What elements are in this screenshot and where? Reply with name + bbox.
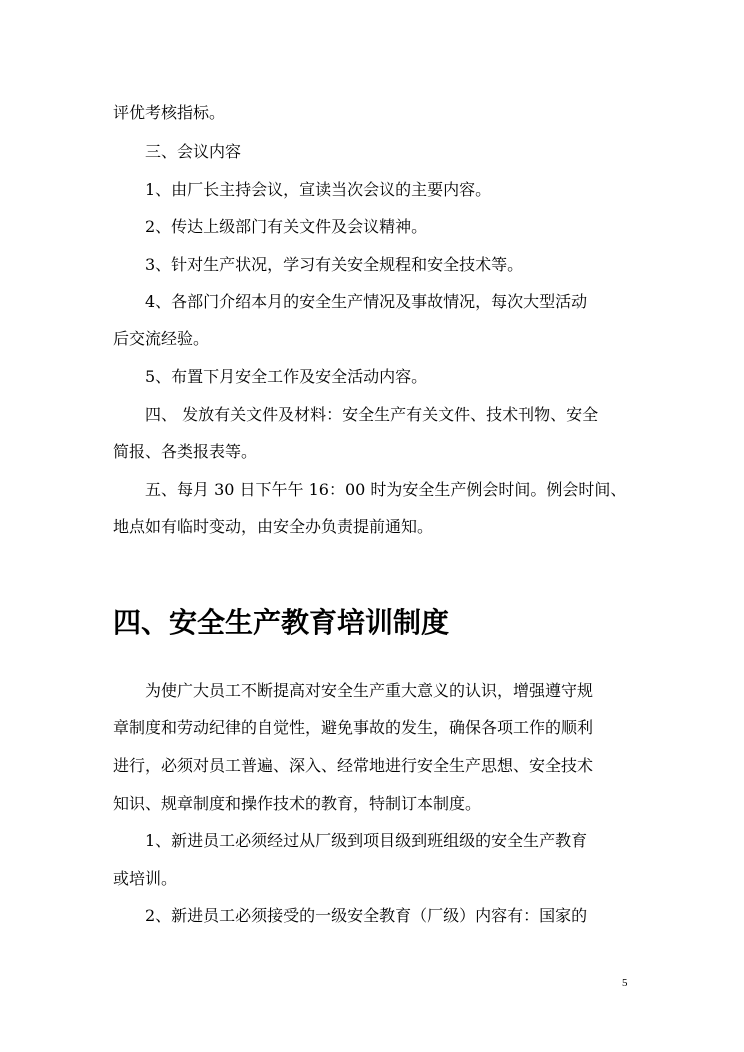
text-line: 3、针对生产状况，学习有关安全规程和安全技术等。 [145, 255, 524, 274]
text-line: 三、会议内容 [145, 142, 242, 161]
text-line: 1、新进员工必须经过从厂级到项目级到班组级的安全生产教育 [145, 831, 588, 850]
text-line: 章制度和劳动纪律的自觉性，避免事故的发生，确保各项工作的顺利 [113, 718, 594, 737]
text-line: 4、各部门介绍本月的安全生产情况及事故情况，每次大型活动 [145, 292, 588, 311]
text-line: 2、新进员工必须接受的一级安全教育（厂级）内容有：国家的 [145, 906, 588, 925]
text-line: 五、每月 30 日下午午 16：00 时为安全生产例会时间。例会时间、 [145, 480, 627, 499]
text-line: 知识、规章制度和操作技术的教育，特制订本制度。 [113, 794, 482, 813]
text-line: 为使广大员工不断提高对安全生产重大意义的认识，增强遵守规 [145, 681, 594, 700]
text-line: 1、由厂长主持会议，宣读当次会议的主要内容。 [145, 180, 492, 199]
text-line: 5、布置下月安全工作及安全活动内容。 [145, 367, 428, 386]
section-heading: 四、安全生产教育培训制度 [113, 606, 450, 639]
text-line: 2、传达上级部门有关文件及会议精神。 [145, 217, 428, 236]
text-line: 后交流经验。 [113, 329, 210, 348]
text-line: 四、 发放有关文件及材料：安全生产有关文件、技术刊物、安全 [145, 405, 599, 424]
text-line: 进行，必须对员工普遍、深入、经常地进行安全生产思想、安全技术 [113, 756, 594, 775]
text-line: 或培训。 [113, 869, 178, 888]
text-line: 评优考核指标。 [113, 103, 226, 122]
page-number: 5 [622, 977, 628, 989]
text-line: 简报、各类报表等。 [113, 442, 258, 461]
text-line: 地点如有临时变动，由安全办负责提前通知。 [113, 517, 434, 536]
